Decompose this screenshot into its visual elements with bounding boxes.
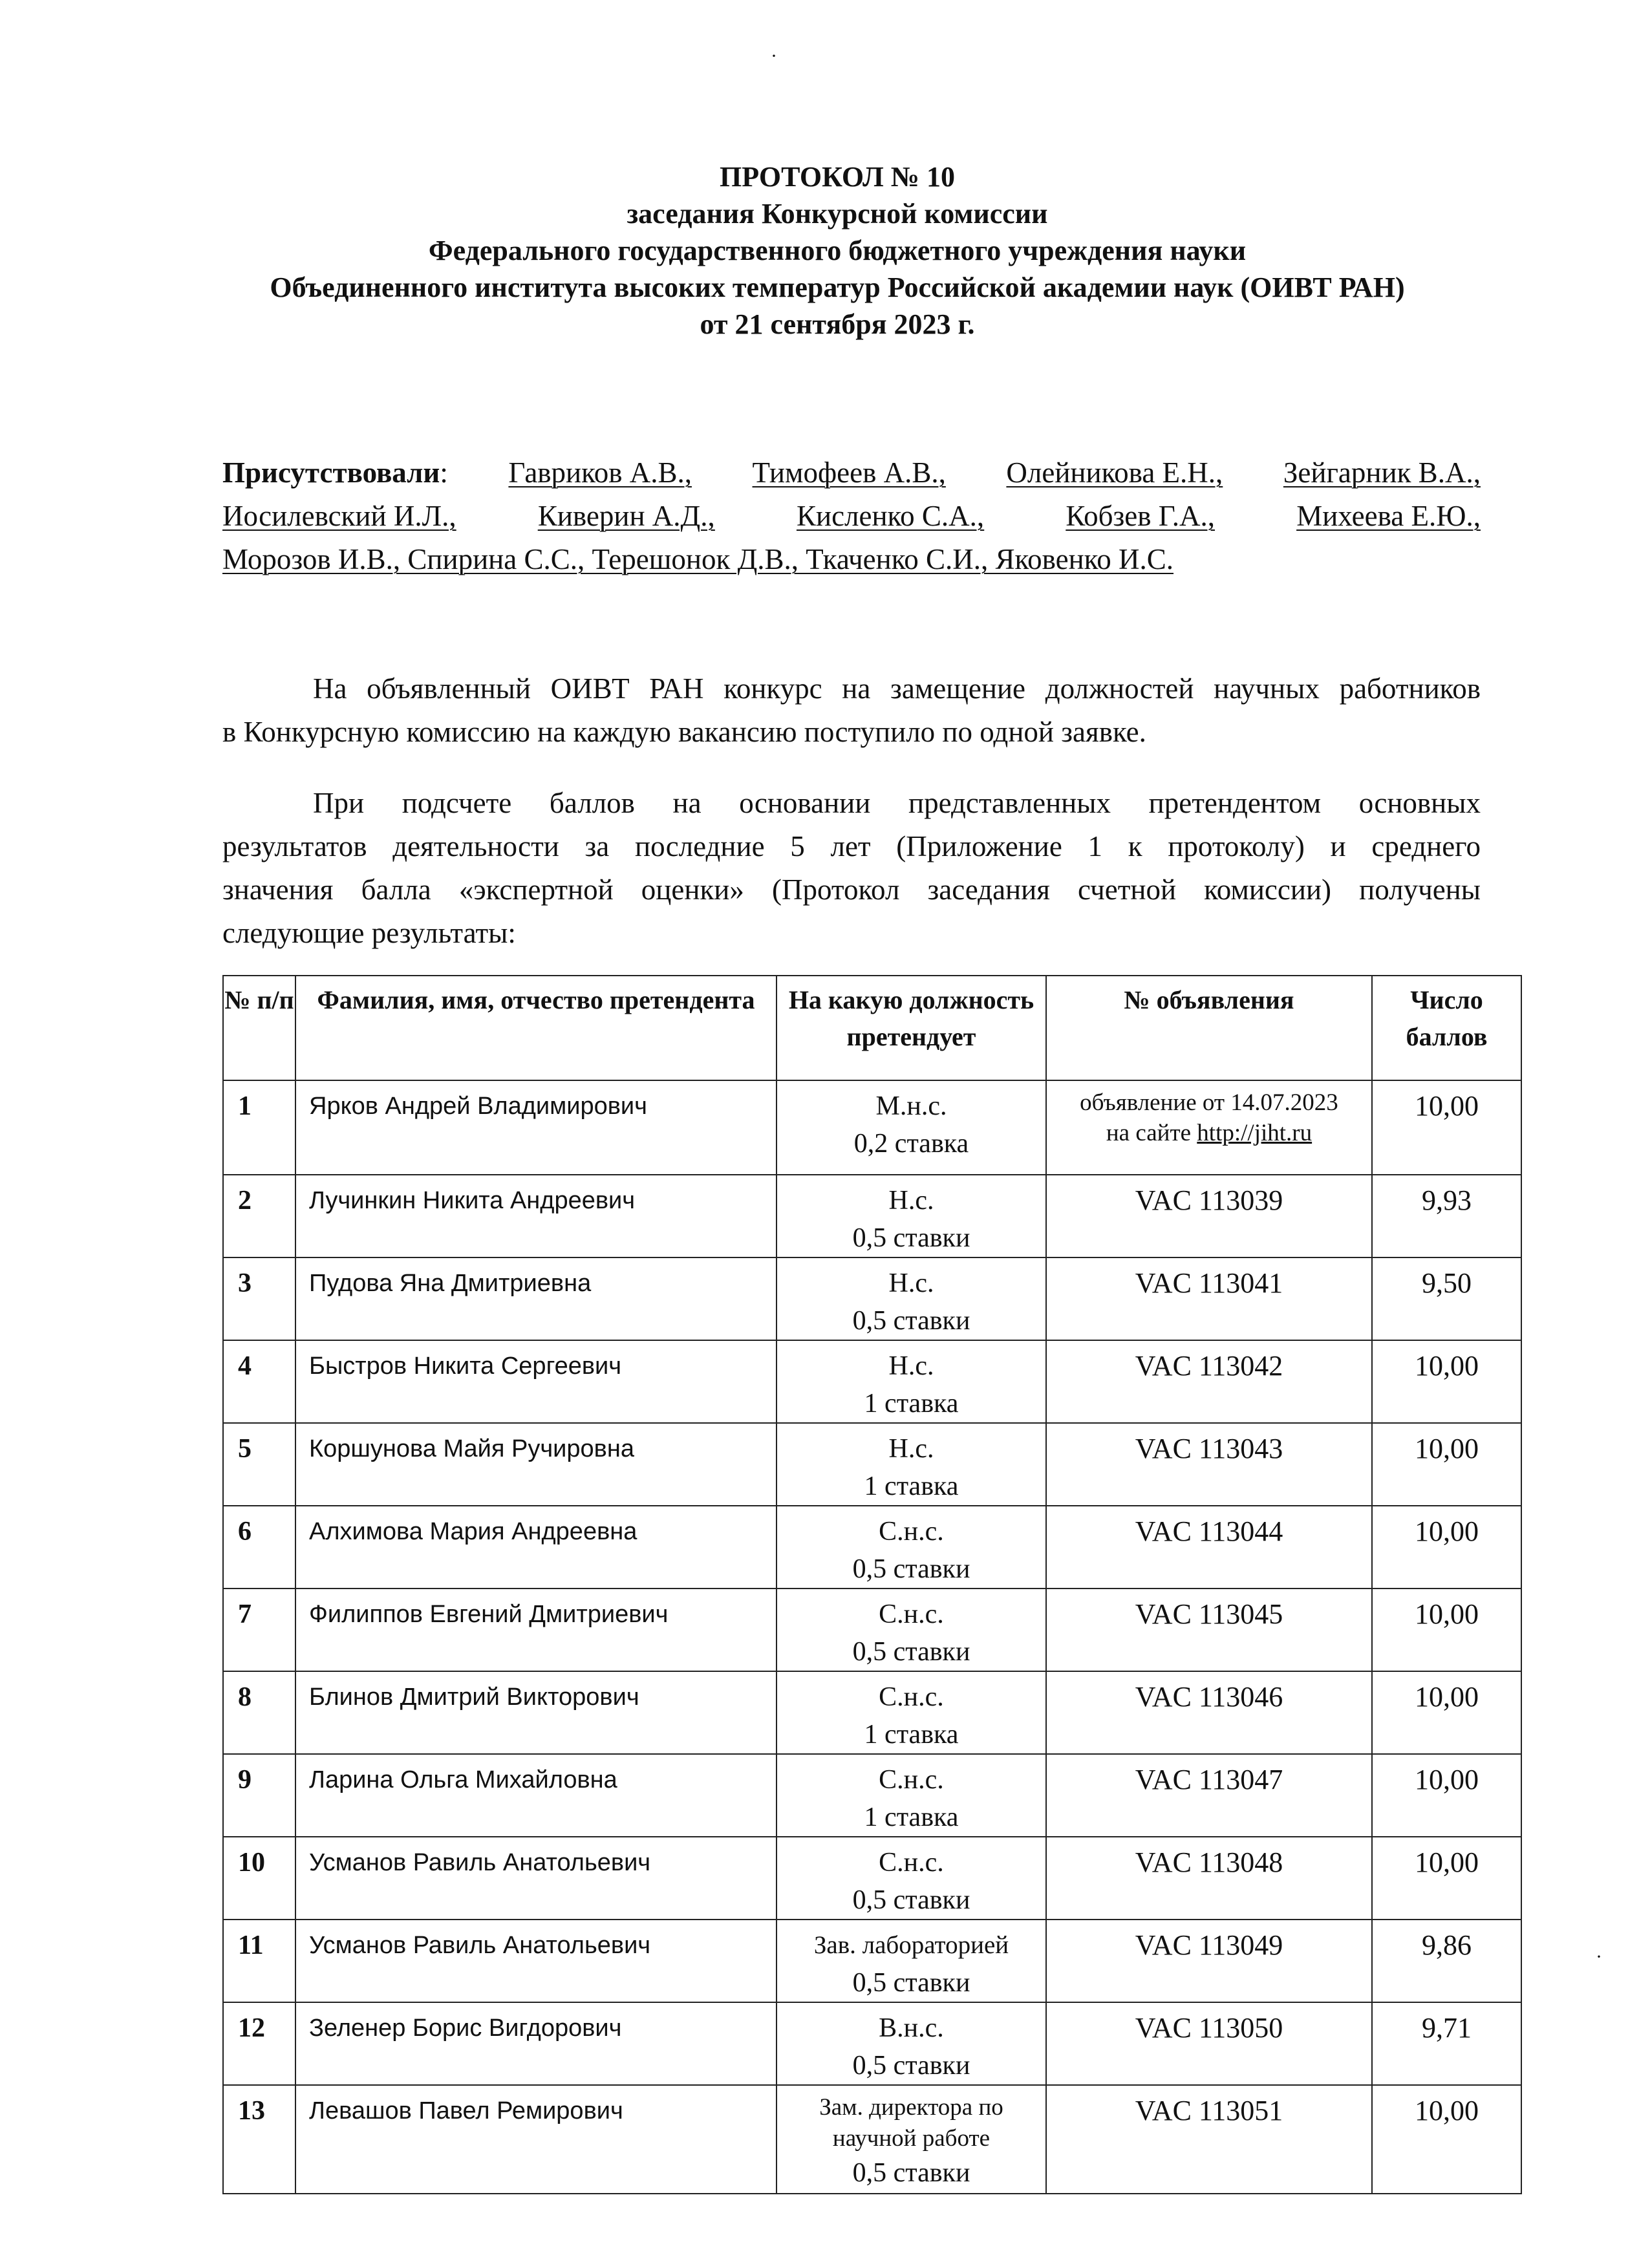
paragraph-line: следующие результаты: (222, 917, 516, 949)
table-row (223, 1920, 1521, 2002)
position-cell (777, 2002, 1046, 2085)
score: 10,00 (1372, 1589, 1521, 1671)
announcement-number: VAC 113041 (1046, 1257, 1372, 1340)
position-title: С.н.с. (879, 1848, 944, 1878)
position-title: научной работе (832, 2125, 991, 2152)
position-cell (777, 1837, 1046, 1920)
announcement-number: VAC 113046 (1046, 1671, 1372, 1754)
announcement-number: VAC 113039 (1046, 1175, 1372, 1257)
attendee: Иосилевский И.Л., (222, 500, 456, 532)
row-number: 4 (223, 1340, 295, 1423)
candidate-name: Алхимова Мария Андреевна (295, 1506, 777, 1589)
institution-line-1: Федерального государственного бюджетного учреждения науки (428, 235, 1247, 266)
candidate-name: Лучинкин Никита Андреевич (295, 1175, 777, 1257)
candidate-name: Ярков Андрей Владимирович (295, 1080, 777, 1175)
score: 10,00 (1372, 2085, 1521, 2194)
header-num: № п/п (223, 976, 295, 1080)
table-row (223, 1080, 1521, 1175)
position-rate: 1 ставка (864, 1471, 959, 1501)
position-cell (777, 1754, 1046, 1837)
position-cell (777, 1423, 1046, 1506)
paragraph-line: При подсчете баллов на основании представленных претендентом основных (313, 787, 1481, 819)
row-number: 6 (223, 1506, 295, 1589)
attendee: Михеева Е.Ю., (1296, 500, 1481, 532)
attendee: Олейникова Е.Н., (1006, 456, 1223, 489)
announcement-number: VAC 113044 (1046, 1506, 1372, 1589)
table-row (223, 1671, 1521, 1754)
table-row (223, 2085, 1521, 2194)
protocol-title: ПРОТОКОЛ № 10 (720, 161, 955, 193)
header-announcement: № объявления (1046, 976, 1372, 1080)
paragraph-line: значения балла «экспертной оценки» (Протокол заседания счетной комиссии) получены (222, 873, 1481, 906)
row-number: 3 (223, 1257, 295, 1340)
row-number: 11 (223, 1920, 295, 2002)
position-rate: 0,5 ставки (852, 1306, 970, 1336)
score: 10,00 (1372, 1423, 1521, 1506)
header-position: На какую должность претендует (777, 976, 1046, 1080)
position-cell (777, 1080, 1046, 1175)
table-row (223, 1175, 1521, 1257)
results-table (222, 975, 1522, 2194)
score: 9,86 (1372, 1920, 1521, 2002)
score: 10,00 (1372, 1080, 1521, 1175)
row-number: 1 (223, 1080, 295, 1175)
position-cell (777, 1340, 1046, 1423)
table-row (223, 1754, 1521, 1837)
announcement-number: VAC 113047 (1046, 1754, 1372, 1837)
paragraph-scoring (222, 782, 1481, 955)
candidate-name: Левашов Павел Ремирович (295, 2085, 777, 2194)
announcement-number: VAC 113048 (1046, 1837, 1372, 1920)
attendance-label: Присутствовали (222, 456, 440, 489)
position-cell (777, 2085, 1046, 2194)
table-row (223, 2002, 1521, 2085)
scan-speck: · (1596, 1946, 1602, 1967)
position-cell (777, 1920, 1046, 2002)
scan-speck: · (771, 45, 777, 67)
table-row (223, 1589, 1521, 1671)
attendee: Тимофеев А.В., (752, 456, 946, 489)
position-cell (777, 1257, 1046, 1340)
position-title: Зам. директора по (819, 2094, 1003, 2121)
row-number: 13 (223, 2085, 295, 2194)
attendance-block: Присутствовали: Гавриков А.В., Тимофеев А.В., Олейникова Е.Н., Зейгарник В.А., Иосилевский И.Л., Киверин А.Д., Кисленко С.А., Кобзев Г.А., Михеева Е.Ю., Морозов И.В., Спирина С.С., Терешонок Д.В., Ткаченко С.И., Яковенко И.С. (222, 451, 1481, 581)
position-rate: 1 ставка (864, 1720, 959, 1749)
position-rate: 0,5 ставки (852, 1885, 970, 1915)
position-rate: 0,5 ставки (852, 1554, 970, 1584)
candidate-name: Усманов Равиль Анатольевич (295, 1837, 777, 1920)
table-row (223, 1257, 1521, 1340)
protocol-subtitle: заседания Конкурсной комиссии (627, 198, 1048, 230)
position-title: В.н.с. (879, 2013, 944, 2043)
position-rate: 0,5 ставки (852, 1223, 970, 1253)
position-title: Н.с. (888, 1186, 934, 1215)
position-title: Н.с. (888, 1268, 934, 1298)
position-rate: 0,5 ставки (852, 1637, 970, 1667)
candidate-name: Быстров Никита Сергеевич (295, 1340, 777, 1423)
position-title: Н.с. (888, 1434, 934, 1464)
candidate-name: Блинов Дмитрий Викторович (295, 1671, 777, 1754)
score: 9,93 (1372, 1175, 1521, 1257)
position-cell (777, 1506, 1046, 1589)
attendee-list-end: Морозов И.В., Спирина С.С., Терешонок Д.В., Ткаченко С.И., Яковенко И.С. (222, 543, 1174, 575)
announcement-number: VAC 113049 (1046, 1920, 1372, 2002)
paragraph-applications (222, 667, 1481, 754)
announcement-cell (1046, 1080, 1372, 1175)
candidate-name: Усманов Равиль Анатольевич (295, 1920, 777, 2002)
score: 10,00 (1372, 1340, 1521, 1423)
candidate-name: Филиппов Евгений Дмитриевич (295, 1589, 777, 1671)
score: 10,00 (1372, 1837, 1521, 1920)
paragraph-line: результатов деятельности за последние 5 лет (Приложение 1 к протоколу) и среднего (222, 830, 1481, 862)
score: 10,00 (1372, 1506, 1521, 1589)
position-title: Н.с. (888, 1351, 934, 1381)
protocol-header (194, 158, 1481, 343)
attendee: Гавриков А.В., (508, 456, 692, 489)
position-title: Зав. лабораторией (813, 1931, 1009, 1959)
position-rate: 0,2 ставка (853, 1129, 969, 1159)
candidate-name: Ларина Ольга Михайловна (295, 1754, 777, 1837)
row-number: 7 (223, 1589, 295, 1671)
table-row (223, 1506, 1521, 1589)
score: 10,00 (1372, 1754, 1521, 1837)
header-name: Фамилия, имя, отчество претендента (295, 976, 777, 1080)
position-title: С.н.с. (879, 1599, 944, 1629)
paragraph-line: в Конкурсную комиссию на каждую вакансию поступило по одной заявке. (222, 716, 1146, 748)
announcement-date: объявление от 14.07.2023 (1080, 1089, 1338, 1116)
attendee: Кобзев Г.А., (1066, 500, 1215, 532)
position-rate: 1 ставка (864, 1389, 959, 1418)
score: 9,71 (1372, 2002, 1521, 2085)
table-row (223, 1423, 1521, 1506)
announcement-number: VAC 113050 (1046, 2002, 1372, 2085)
position-rate: 1 ставка (864, 1803, 959, 1832)
position-rate: 0,5 ставки (852, 2158, 970, 2188)
candidate-name: Коршунова Майя Ручировна (295, 1423, 777, 1506)
score: 10,00 (1372, 1671, 1521, 1754)
position-cell (777, 1175, 1046, 1257)
score: 9,50 (1372, 1257, 1521, 1340)
paragraph-line: На объявленный ОИВТ РАН конкурс на замещение должностей научных работников (313, 672, 1481, 705)
candidate-name: Пудова Яна Дмитриевна (295, 1257, 777, 1340)
announcement-site-label: на сайте (1106, 1120, 1197, 1146)
row-number: 9 (223, 1754, 295, 1837)
row-number: 10 (223, 1837, 295, 1920)
attendee: Кисленко С.А., (796, 500, 985, 532)
row-number: 2 (223, 1175, 295, 1257)
row-number: 5 (223, 1423, 295, 1506)
table-row (223, 1837, 1521, 1920)
position-rate: 0,5 ставки (852, 2051, 970, 2081)
position-title: С.н.с. (879, 1765, 944, 1795)
institution-line-2: Объединенного института высоких температур Российской академии наук (ОИВТ РАН) (270, 272, 1405, 303)
table-row (223, 1340, 1521, 1423)
announcement-number: VAC 113043 (1046, 1423, 1372, 1506)
candidate-name: Зеленер Борис Вигдорович (295, 2002, 777, 2085)
position-cell (777, 1671, 1046, 1754)
position-rate: 0,5 ставки (852, 1968, 970, 1998)
position-title: С.н.с. (879, 1517, 944, 1546)
protocol-date: от 21 сентября 2023 г. (700, 308, 975, 340)
position-title: С.н.с. (879, 1682, 944, 1712)
attendee: Зейгарник В.А., (1283, 456, 1481, 489)
table-header-row (223, 976, 1521, 1080)
announcement-link[interactable]: http://jiht.ru (1197, 1120, 1312, 1146)
row-number: 12 (223, 2002, 295, 2085)
announcement-number: VAC 113051 (1046, 2085, 1372, 2194)
position-title: М.н.с. (875, 1091, 947, 1121)
position-cell (777, 1589, 1046, 1671)
attendee: Киверин А.Д., (537, 500, 715, 532)
announcement-number: VAC 113045 (1046, 1589, 1372, 1671)
header-score: Число баллов (1372, 976, 1521, 1080)
row-number: 8 (223, 1671, 295, 1754)
announcement-number: VAC 113042 (1046, 1340, 1372, 1423)
